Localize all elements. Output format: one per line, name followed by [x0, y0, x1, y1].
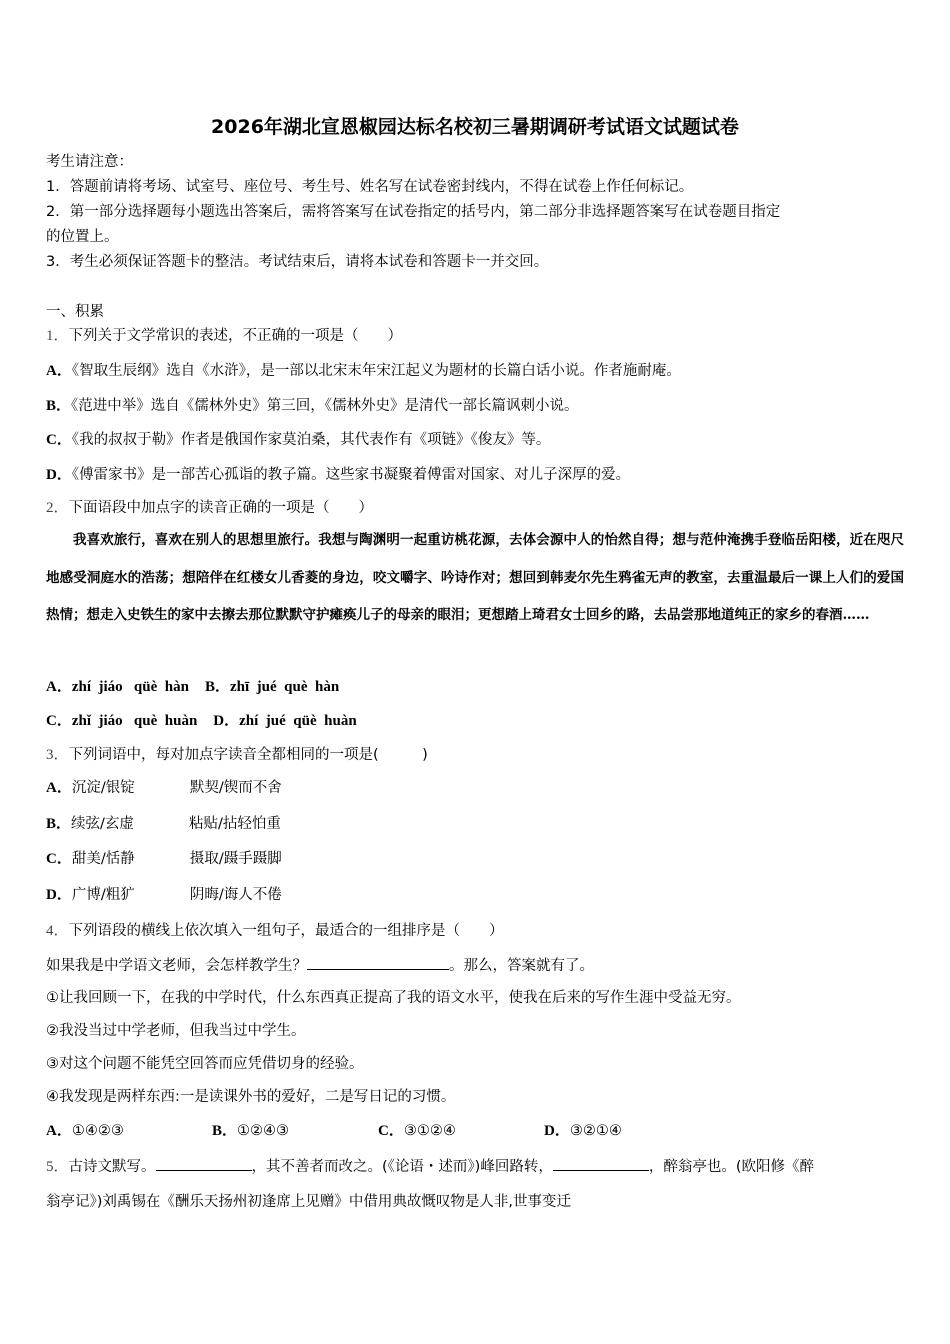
- option-text: zhǐ jiáo què huàn: [71, 713, 198, 729]
- option-word-pair-2: 默契/锲而不舍: [189, 780, 282, 796]
- question-3-option-c: [46, 849, 282, 869]
- notice-item-3: 3．考生必须保证答题卡的整洁。考试结束后，请将本试卷和答题卡一并交回。: [46, 254, 549, 270]
- question-number: 3．: [46, 747, 69, 763]
- option-label: C．: [46, 432, 72, 448]
- page-title: 2026年湖北宣恩椒园达标名校初三暑期调研考试语文试题试卷: [211, 116, 739, 138]
- option-word-pair-1: 续弦/玄虚: [71, 816, 134, 832]
- option-label: A．: [46, 679, 72, 695]
- question-3-option-a: [46, 778, 282, 798]
- section-heading: 一、积累: [46, 304, 104, 320]
- fill-blank: [156, 1156, 252, 1171]
- question-3-option-d: [46, 885, 282, 905]
- option-text: ③②①④: [569, 1123, 622, 1139]
- option-label: B．: [46, 816, 72, 832]
- option-label: C．: [46, 851, 72, 867]
- option-label: C．: [46, 713, 72, 729]
- question-1-option-c: [46, 430, 550, 450]
- question-text: 古诗文默写。: [68, 1159, 156, 1175]
- option-label: D．: [213, 713, 240, 729]
- option-label: D．: [544, 1123, 570, 1139]
- option-label: A．: [46, 363, 72, 379]
- question-4-options: [46, 1121, 622, 1141]
- option-word-pair-1: 甜美/恬静: [71, 851, 135, 867]
- question-3-stem: [46, 745, 428, 765]
- question-text: ，其不善者而改之。(《论语・述而》)峰回路转，: [251, 1159, 553, 1175]
- notice-item-1: 1．答题前请将考场、试室号、座位号、考生号、姓名写在试卷密封线内，不得在试卷上作任何标记。: [46, 179, 694, 195]
- question-4-lead: [46, 955, 594, 976]
- option-word-pair-2: 阴晦/诲人不倦: [189, 887, 282, 903]
- question-2-options-row-1: [46, 677, 339, 697]
- question-5-line-2: 翁亭记》)刘禹锡在《酬乐天扬州初逢席上见赠》中借用典故慨叹物是人非,世事变迁: [46, 1194, 572, 1210]
- question-4-sentence-2: ②我没当过中学老师，但我当过中学生。: [46, 1023, 306, 1039]
- question-number: 2．: [46, 500, 69, 516]
- option-text: zhī jué què hàn: [229, 679, 340, 695]
- question-1-stem: [46, 326, 402, 346]
- question-number: 1．: [46, 328, 69, 344]
- question-1-option-b: [46, 396, 579, 416]
- notice-item-2-cont: 的位置上。: [46, 229, 119, 245]
- question-1-option-a: [46, 361, 681, 381]
- option-label: D．: [46, 467, 72, 483]
- question-4-sentence-4: ④我发现是两样东西:一是读课外书的爱好，二是写日记的习惯。: [46, 1089, 456, 1105]
- option-text: zhí jiáo qüè hàn: [71, 679, 189, 695]
- option-text: ①②④③: [237, 1123, 290, 1139]
- fill-blank: [553, 1156, 649, 1171]
- option-label: A．: [46, 1123, 72, 1139]
- question-text: 下列语段的横线上依次填入一组句子，最适合的一组排序是（ ）: [68, 923, 504, 939]
- option-text: 《范进中举》选自《儒林外史》第三回，《儒林外史》是清代一部长篇讽刺小说。: [71, 398, 579, 414]
- question-text: 下列关于文学常识的表述，不正确的一项是（ ）: [68, 328, 403, 344]
- question-text: 下面语段中加点字的读音正确的一项是（ ）: [68, 500, 374, 516]
- notice-heading: 考生请注意：: [46, 154, 133, 170]
- question-5-line-1: [46, 1156, 814, 1177]
- question-text: 下列词语中，每对加点字读音全都相同的一项是( ): [68, 747, 428, 763]
- option-text: 《傅雷家书》是一部苦心孤诣的教子篇。这些家书凝聚着傅雷对国家、对儿子深厚的爱。: [71, 467, 631, 483]
- notice-item-2: 2．第一部分选择题每小题选出答案后，需将答案写在试卷指定的括号内，第二部分非选择题答案写在试卷题目指定: [46, 204, 781, 220]
- question-3-option-b: [46, 814, 281, 834]
- question-number: 4．: [46, 923, 69, 939]
- question-number: 5．: [46, 1159, 69, 1175]
- option-label: B．: [212, 1123, 238, 1139]
- question-2-options-row-2: [46, 711, 357, 731]
- option-text: 《我的叔叔于勒》作者是俄国作家莫泊桑，其代表作有《项链》《俊友》等。: [71, 432, 551, 448]
- option-label: A．: [46, 780, 72, 796]
- option-word-pair-2: 粘贴/拈轻怕重: [189, 816, 281, 832]
- option-label: C．: [378, 1123, 404, 1139]
- question-text: ，醉翁亭也。(欧阳修《醉: [648, 1159, 814, 1175]
- question-2-stem: [46, 498, 373, 518]
- lead-text: 如果我是中学语文老师，会怎样教学生？: [46, 958, 307, 974]
- option-text: 《智取生辰纲》选自《水浒》，是一部以北宋末年宋江起义为题材的长篇白话小说。作者施耐庵。: [71, 363, 681, 379]
- option-word-pair-1: 沉淀/银锭: [71, 780, 135, 796]
- question-1-option-d: [46, 465, 630, 485]
- option-text: ①④②③: [71, 1123, 124, 1139]
- option-word-pair-2: 摄取/蹑手蹑脚: [189, 851, 282, 867]
- question-2-passage: 我喜欢旅行，喜欢在别人的思想里旅行。我想与陶渊明一起重访桃花源，去体会源中人的怡然自得；想与范仲淹携手登临岳阳楼，近在咫尺地感受洞庭水的浩荡；想陪伴在红楼女儿香菱的身边，咬文嚼字、吟诗作对；想回到韩麦尔先生鸦雀无声的教室，去重温最后一课上人们的爱国热情；想走入史铁生的家中去擦去那位默默守护瘫痪儿子的母亲的眼泪；更想踏上琦君女士回乡的路，去品尝那地道纯正的家乡的春酒……: [46, 532, 904, 623]
- option-label: B．: [204, 679, 230, 695]
- lead-text-after: 。那么，答案就有了。: [449, 958, 594, 974]
- question-4-stem: [46, 921, 504, 941]
- fill-blank: [307, 955, 449, 970]
- option-text: zhí jué qüè huàn: [239, 713, 357, 729]
- option-text: ③①②④: [403, 1123, 456, 1139]
- question-4-sentence-1: ①让我回顾一下，在我的中学时代，什么东西真正提高了我的语文水平，使我在后来的写作生涯中受益无穷。: [46, 990, 741, 1006]
- question-4-sentence-3: ③对这个问题不能凭空回答而应凭借切身的经验。: [46, 1056, 364, 1072]
- option-label: D．: [46, 887, 72, 903]
- option-word-pair-1: 广博/粗犷: [71, 887, 135, 903]
- option-label: B．: [46, 398, 72, 414]
